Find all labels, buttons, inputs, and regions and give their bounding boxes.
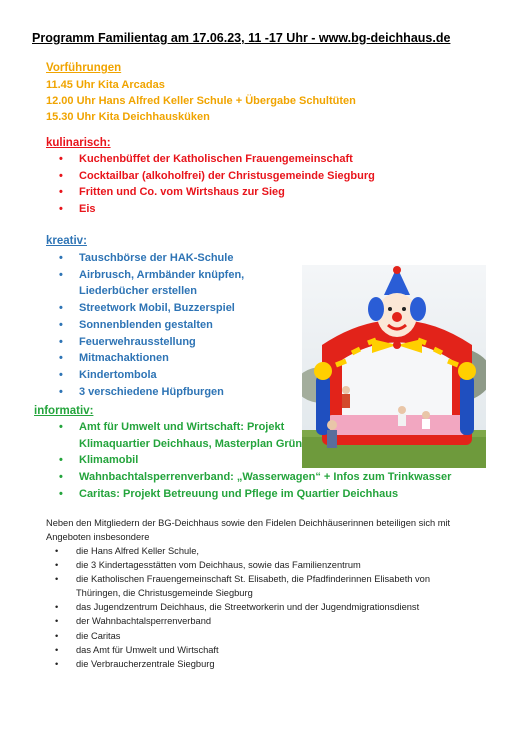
intro-paragraph: Neben den Mitgliedern der BG-Deichhaus sowie den Fidelen Deichhäuserinnen beteiligen sich mit Angeboten insbesondere xyxy=(46,518,451,542)
kulinarisch-list xyxy=(55,151,375,218)
list-item: • das Amt für Umwelt und Wirtschaft xyxy=(46,643,430,657)
list-item-continuation: Thüringen, die Christusgemeinde Siegburg xyxy=(76,588,253,599)
list-item: • die Verbraucherzentrale Siegburg xyxy=(46,657,430,671)
page-title: Programm Familientag am 17.06.23, 11 -17 Uhr - www.bg-deichhaus.de xyxy=(32,31,451,45)
list-item: • Cocktailbar (alkoholfrei) der Christusgemeinde Siegburg xyxy=(55,168,375,185)
vorfuehrungen-heading: Vorführungen xyxy=(46,62,122,74)
list-item: • Kuchenbüffet der Katholischen Frauengemeinschaft xyxy=(55,151,375,168)
list-item: • Streetwork Mobil, Buzzerspiel xyxy=(55,300,244,317)
bouncy-castle-clown-photo xyxy=(302,265,486,468)
list-item: • Caritas: Projekt Betreuung und Pflege im Quartier Deichhaus xyxy=(55,486,451,503)
list-item: • die Hans Alfred Keller Schule, xyxy=(46,544,430,558)
list-item: • Amt für Umwelt und Wirtschaft: Projekt xyxy=(55,419,451,436)
list-item: • Feuerwehrausstellung xyxy=(55,334,244,351)
kreativ-heading: kreativ: xyxy=(46,235,87,247)
list-item-continuation: Klimaquartier Deichhaus, Masterplan Grün xyxy=(79,437,303,450)
list-item: • Airbrusch, Armbänder knüpfen, xyxy=(55,267,244,284)
list-item: • Eis xyxy=(55,201,375,218)
list-item: • die Katholischen Frauengemeinschaft St. Elisabeth, die Pfadfinderinnen Elisabeth von xyxy=(46,572,430,586)
informativ-heading: informativ: xyxy=(34,405,94,417)
vorfuehrung-item: 11.45 Uhr Kita Arcadas xyxy=(46,79,165,91)
list-item: • die Caritas xyxy=(46,629,430,643)
vorfuehrung-item: 15.30 Uhr Kita Deichhausküken xyxy=(46,111,210,123)
list-item: • Tauschbörse der HAK-Schule xyxy=(55,250,244,267)
list-item: • der Wahnbachtalsperrenverband xyxy=(46,614,430,628)
list-item: • Fritten und Co. vom Wirtshaus zur Sieg xyxy=(55,184,375,201)
kreativ-list xyxy=(55,250,244,400)
vorfuehrung-item: 12.00 Uhr Hans Alfred Keller Schule + Übergabe Schultüten xyxy=(46,95,356,107)
list-item: • Kindertombola xyxy=(55,367,244,384)
kulinarisch-heading: kulinarisch: xyxy=(46,137,111,149)
list-item: • das Jugendzentrum Deichhaus, die Streetworkerin und der Jugendmigrationsdienst xyxy=(46,600,430,614)
list-item: • 3 verschiedene Hüpfburgen xyxy=(55,384,244,401)
list-item-continuation: Liederbücher erstellen xyxy=(79,285,197,298)
list-item: • Mitmachaktionen xyxy=(55,350,244,367)
list-item: • die 3 Kindertagesstätten vom Deichhaus, sowie das Familienzentrum xyxy=(46,558,430,572)
list-item: • Klimamobil xyxy=(55,452,451,469)
list-item: • Wahnbachtalsperrenverband: „Wasserwagen“ + Infos zum Trinkwasser xyxy=(55,469,451,486)
participants-list xyxy=(46,544,430,671)
list-item: • Sonnenblenden gestalten xyxy=(55,317,244,334)
